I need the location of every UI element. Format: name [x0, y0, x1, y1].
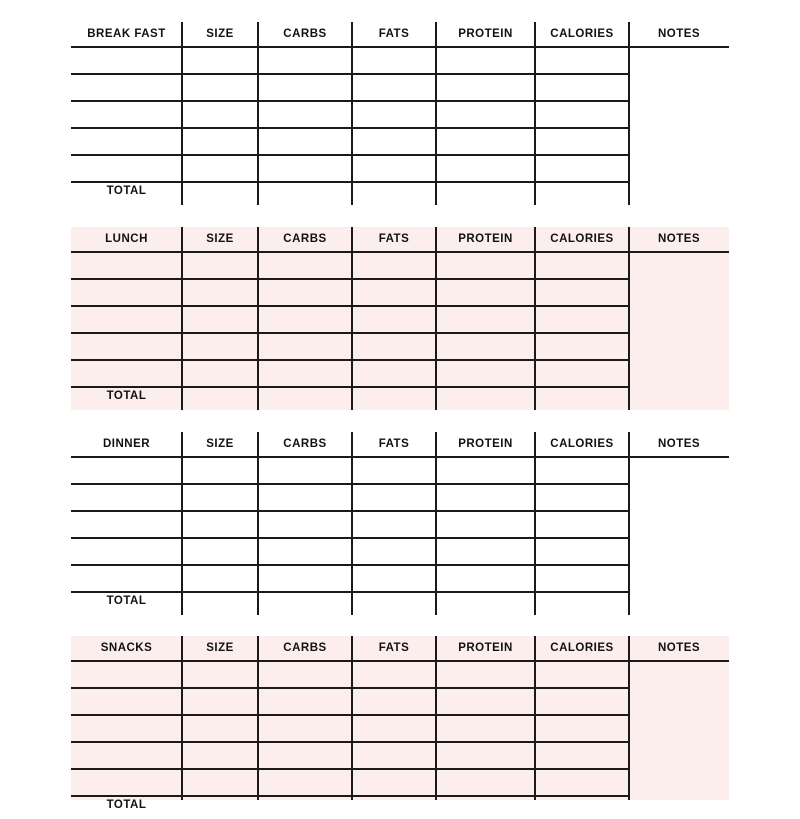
table-cell[interactable] [436, 564, 535, 591]
column-header-size: SIZE [206, 642, 234, 654]
table-cell[interactable] [258, 741, 352, 768]
table-cell[interactable] [258, 73, 352, 100]
table-cell[interactable] [182, 741, 258, 768]
table-cell[interactable] [436, 278, 535, 305]
table-cell[interactable] [436, 305, 535, 332]
table-cell[interactable] [182, 127, 258, 154]
dinner-section [71, 432, 729, 615]
total-label: TOTAL [106, 390, 147, 402]
table-cell[interactable] [436, 741, 535, 768]
food-item-cell[interactable] [71, 46, 182, 73]
column-header-notes: NOTES [657, 233, 701, 245]
table-cell[interactable] [352, 564, 436, 591]
table-cell[interactable] [436, 687, 535, 714]
food-item-cell[interactable] [71, 660, 182, 687]
food-item-cell[interactable] [71, 741, 182, 768]
table-cell[interactable] [182, 46, 258, 73]
column-header-size: SIZE [206, 438, 234, 450]
column-header-fats: FATS [378, 233, 410, 245]
food-item-cell[interactable] [71, 510, 182, 537]
table-cell[interactable] [352, 332, 436, 359]
table-cell[interactable] [436, 768, 535, 795]
column-header-calories: CALORIES [550, 28, 614, 40]
table-cell[interactable] [182, 278, 258, 305]
column-header-fats: FATS [378, 438, 410, 450]
table-cell[interactable] [352, 127, 436, 154]
table-cell[interactable] [436, 127, 535, 154]
food-item-cell[interactable] [71, 251, 182, 278]
table-cell[interactable] [182, 768, 258, 795]
table-cell[interactable] [436, 359, 535, 386]
table-cell[interactable] [352, 100, 436, 127]
food-item-cell[interactable] [71, 127, 182, 154]
food-item-cell[interactable] [71, 537, 182, 564]
table-cell[interactable] [436, 332, 535, 359]
table-cell[interactable] [436, 483, 535, 510]
table-cell[interactable] [436, 714, 535, 741]
table-cell[interactable] [352, 251, 436, 278]
food-item-cell[interactable] [71, 100, 182, 127]
table-cell[interactable] [352, 73, 436, 100]
column-header-carbs: CARBS [283, 438, 327, 450]
table-cell[interactable] [182, 687, 258, 714]
food-item-cell[interactable] [71, 278, 182, 305]
table-cell[interactable] [258, 154, 352, 181]
table-cell[interactable] [182, 73, 258, 100]
food-item-cell[interactable] [71, 714, 182, 741]
break-fast-section [71, 22, 729, 205]
table-cell[interactable] [258, 714, 352, 741]
table-cell[interactable] [258, 687, 352, 714]
table-cell[interactable] [258, 332, 352, 359]
notes-area[interactable] [629, 46, 729, 205]
column-header-carbs: CARBS [283, 28, 327, 40]
food-item-cell[interactable] [71, 768, 182, 795]
table-cell[interactable] [352, 687, 436, 714]
table-cell[interactable] [182, 714, 258, 741]
column-header-notes: NOTES [657, 438, 701, 450]
food-item-cell[interactable] [71, 73, 182, 100]
column-header-carbs: CARBS [283, 233, 327, 245]
column-header-notes: NOTES [657, 642, 701, 654]
table-cell[interactable] [352, 714, 436, 741]
table-cell[interactable] [258, 305, 352, 332]
table-cell[interactable] [352, 768, 436, 795]
table-cell[interactable] [258, 483, 352, 510]
column-header-size: SIZE [206, 28, 234, 40]
column-header-protein: PROTEIN [458, 28, 513, 40]
table-cell[interactable] [352, 741, 436, 768]
table-cell[interactable] [258, 456, 352, 483]
table-cell[interactable] [436, 251, 535, 278]
table-cell[interactable] [258, 251, 352, 278]
row-rule [71, 591, 629, 593]
notes-area[interactable] [629, 660, 729, 800]
table-cell[interactable] [182, 332, 258, 359]
table-cell[interactable] [182, 660, 258, 687]
table-cell[interactable] [182, 510, 258, 537]
total-label: TOTAL [106, 185, 147, 197]
row-rule [71, 795, 629, 797]
column-header-carbs: CARBS [283, 642, 327, 654]
section-title: SNACKS [100, 642, 153, 654]
column-header-calories: CALORIES [550, 233, 614, 245]
table-cell[interactable] [258, 564, 352, 591]
notes-area[interactable] [629, 251, 729, 410]
total-label: TOTAL [106, 595, 147, 607]
section-title: LUNCH [105, 233, 148, 245]
food-item-cell[interactable] [71, 305, 182, 332]
table-cell[interactable] [352, 46, 436, 73]
table-cell[interactable] [182, 305, 258, 332]
table-cell[interactable] [258, 100, 352, 127]
table-cell[interactable] [182, 359, 258, 386]
table-cell[interactable] [352, 660, 436, 687]
table-cell[interactable] [352, 537, 436, 564]
table-cell[interactable] [182, 456, 258, 483]
table-cell[interactable] [182, 483, 258, 510]
column-header-protein: PROTEIN [458, 233, 513, 245]
table-cell[interactable] [258, 46, 352, 73]
table-cell[interactable] [182, 564, 258, 591]
table-cell[interactable] [182, 154, 258, 181]
column-header-notes: NOTES [657, 28, 701, 40]
table-cell[interactable] [258, 510, 352, 537]
column-header-fats: FATS [378, 642, 410, 654]
table-cell[interactable] [436, 100, 535, 127]
table-cell[interactable] [436, 456, 535, 483]
table-cell[interactable] [258, 660, 352, 687]
column-header-protein: PROTEIN [458, 438, 513, 450]
column-header-calories: CALORIES [550, 642, 614, 654]
column-header-fats: FATS [378, 28, 410, 40]
table-cell[interactable] [352, 456, 436, 483]
total-label: TOTAL [106, 799, 147, 811]
table-cell[interactable] [182, 100, 258, 127]
column-header-size: SIZE [206, 233, 234, 245]
column-header-calories: CALORIES [550, 438, 614, 450]
food-item-cell[interactable] [71, 687, 182, 714]
lunch-section [71, 227, 729, 410]
section-title: BREAK FAST [87, 28, 166, 40]
table-cell[interactable] [258, 537, 352, 564]
row-rule [71, 386, 629, 388]
table-cell[interactable] [436, 154, 535, 181]
table-cell[interactable] [258, 278, 352, 305]
food-item-cell[interactable] [71, 564, 182, 591]
table-cell[interactable] [182, 251, 258, 278]
table-cell[interactable] [352, 359, 436, 386]
section-title: DINNER [102, 438, 151, 450]
table-cell[interactable] [352, 483, 436, 510]
table-cell[interactable] [436, 73, 535, 100]
notes-area[interactable] [629, 456, 729, 615]
table-cell[interactable] [352, 278, 436, 305]
table-cell[interactable] [258, 768, 352, 795]
food-item-cell[interactable] [71, 332, 182, 359]
table-cell[interactable] [352, 154, 436, 181]
table-cell[interactable] [436, 537, 535, 564]
table-cell[interactable] [258, 359, 352, 386]
food-item-cell[interactable] [71, 359, 182, 386]
table-cell[interactable] [352, 305, 436, 332]
table-cell[interactable] [436, 510, 535, 537]
snacks-section [71, 636, 729, 819]
food-item-cell[interactable] [71, 154, 182, 181]
table-cell[interactable] [436, 660, 535, 687]
row-rule [71, 181, 629, 183]
table-cell[interactable] [258, 127, 352, 154]
table-cell[interactable] [436, 46, 535, 73]
column-header-protein: PROTEIN [458, 642, 513, 654]
table-cell[interactable] [182, 537, 258, 564]
table-cell[interactable] [352, 510, 436, 537]
food-item-cell[interactable] [71, 456, 182, 483]
food-item-cell[interactable] [71, 483, 182, 510]
